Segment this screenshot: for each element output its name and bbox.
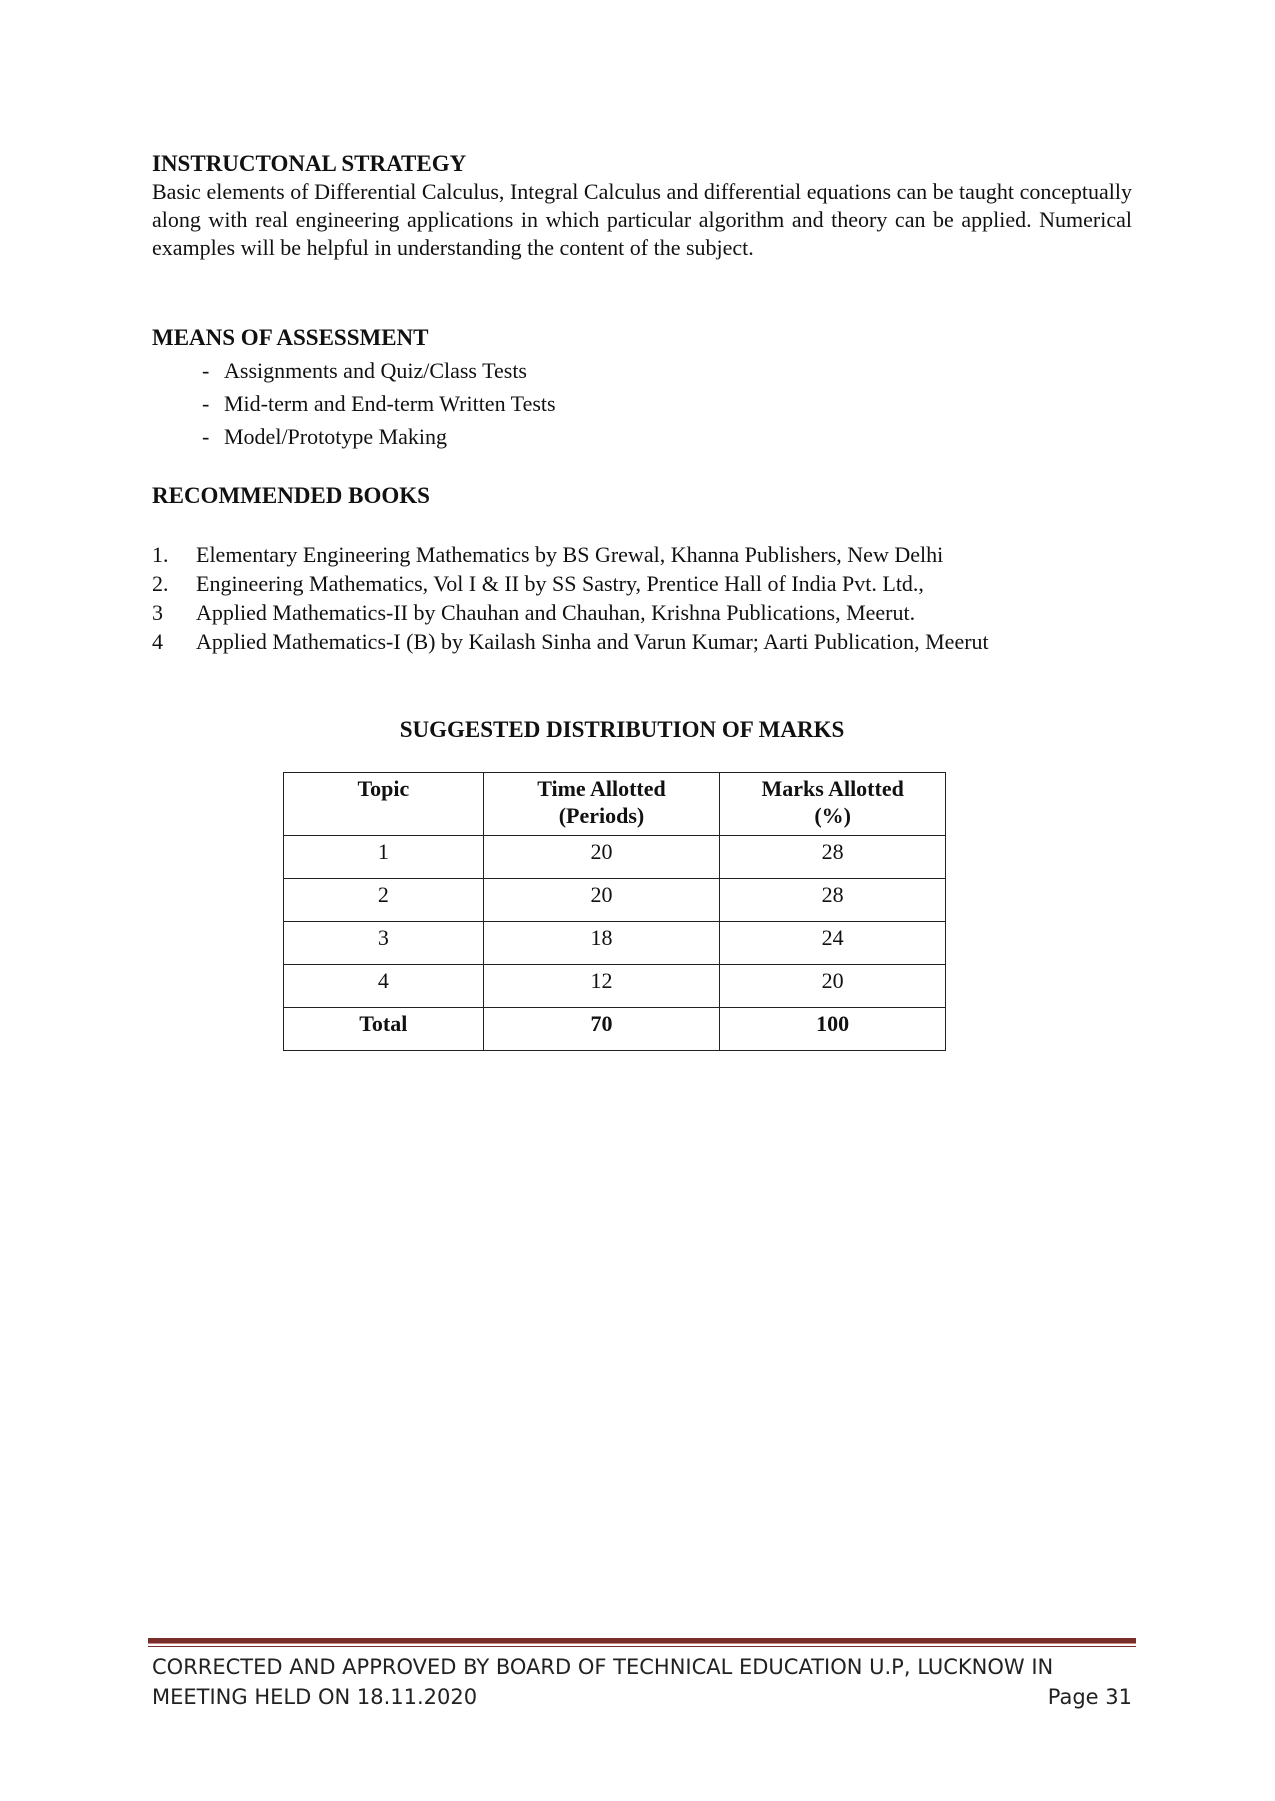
cell-time: 18: [483, 922, 720, 965]
cell-total-label: Total: [284, 1008, 484, 1051]
footer-meeting-line: MEETING HELD ON 18.11.2020: [152, 1685, 478, 1709]
strategy-heading: INSTRUCTONAL STRATEGY: [152, 151, 467, 176]
assessment-heading: MEANS OF ASSESSMENT: [152, 325, 429, 350]
table-row: [284, 965, 946, 1008]
books-heading: RECOMMENDED BOOKS: [152, 483, 430, 508]
list-item: - Model/Prototype Making: [202, 424, 448, 449]
list-item: 2. Engineering Mathematics, Vol I & II by SS Sastry, Prentice Hall of India Pvt. Ltd.,: [152, 571, 924, 596]
cell-marks: 28: [720, 879, 946, 922]
marks-distribution-table: [283, 772, 946, 1051]
list-item: - Assignments and Quiz/Class Tests: [202, 358, 527, 383]
instructional-strategy-section: [152, 150, 1132, 262]
cell-marks: 20: [720, 965, 946, 1008]
cell-total-time: 70: [483, 1008, 720, 1051]
table-row: [284, 836, 946, 879]
cell-topic: 1: [284, 836, 484, 879]
cell-topic: 4: [284, 965, 484, 1008]
cell-marks: 28: [720, 836, 946, 879]
footer-divider: [148, 1638, 1136, 1644]
footer-divider-thin: [148, 1646, 1136, 1647]
header-topic: Topic: [284, 773, 484, 836]
cell-marks: 24: [720, 922, 946, 965]
header-time: Time Allotted (Periods): [483, 773, 720, 836]
list-item: 3 Applied Mathematics-II by Chauhan and Chauhan, Krishna Publications, Meerut.: [152, 600, 916, 625]
page-number: Page 31: [1047, 1685, 1132, 1709]
header-marks: Marks Allotted (%): [720, 773, 946, 836]
table-total-row: [284, 1008, 946, 1051]
list-item: 1. Elementary Engineering Mathematics by BS Grewal, Khanna Publishers, New Delhi: [152, 542, 944, 567]
distribution-title: SUGGESTED DISTRIBUTION OF MARKS: [399, 717, 845, 742]
list-item: 4 Applied Mathematics-I (B) by Kailash Sinha and Varun Kumar; Aarti Publication, Meerut: [152, 629, 989, 654]
table-header-row: [284, 773, 946, 836]
strategy-text: Basic elements of Differential Calculus, Integral Calculus and differential equations can be taught conceptually along with real engineering applications in which particular algorithm and theory can be applied. Numerical examples will be helpful in understanding the content of the subject.: [152, 179, 1132, 260]
recommended-books-list: [152, 540, 1132, 656]
cell-time: 20: [483, 879, 720, 922]
cell-topic: 3: [284, 922, 484, 965]
cell-time: 20: [483, 836, 720, 879]
assessment-list: [202, 354, 1132, 453]
list-item: - Mid-term and End-term Written Tests: [202, 391, 556, 416]
page-footer: [152, 1652, 1132, 1712]
table-row: [284, 922, 946, 965]
cell-total-marks: 100: [720, 1008, 946, 1051]
table-row: [284, 879, 946, 922]
footer-approval-line: CORRECTED AND APPROVED BY BOARD OF TECHNICAL EDUCATION U.P, LUCKNOW IN: [152, 1655, 1054, 1679]
means-of-assessment-section: [152, 324, 1132, 453]
cell-topic: 2: [284, 879, 484, 922]
cell-time: 12: [483, 965, 720, 1008]
